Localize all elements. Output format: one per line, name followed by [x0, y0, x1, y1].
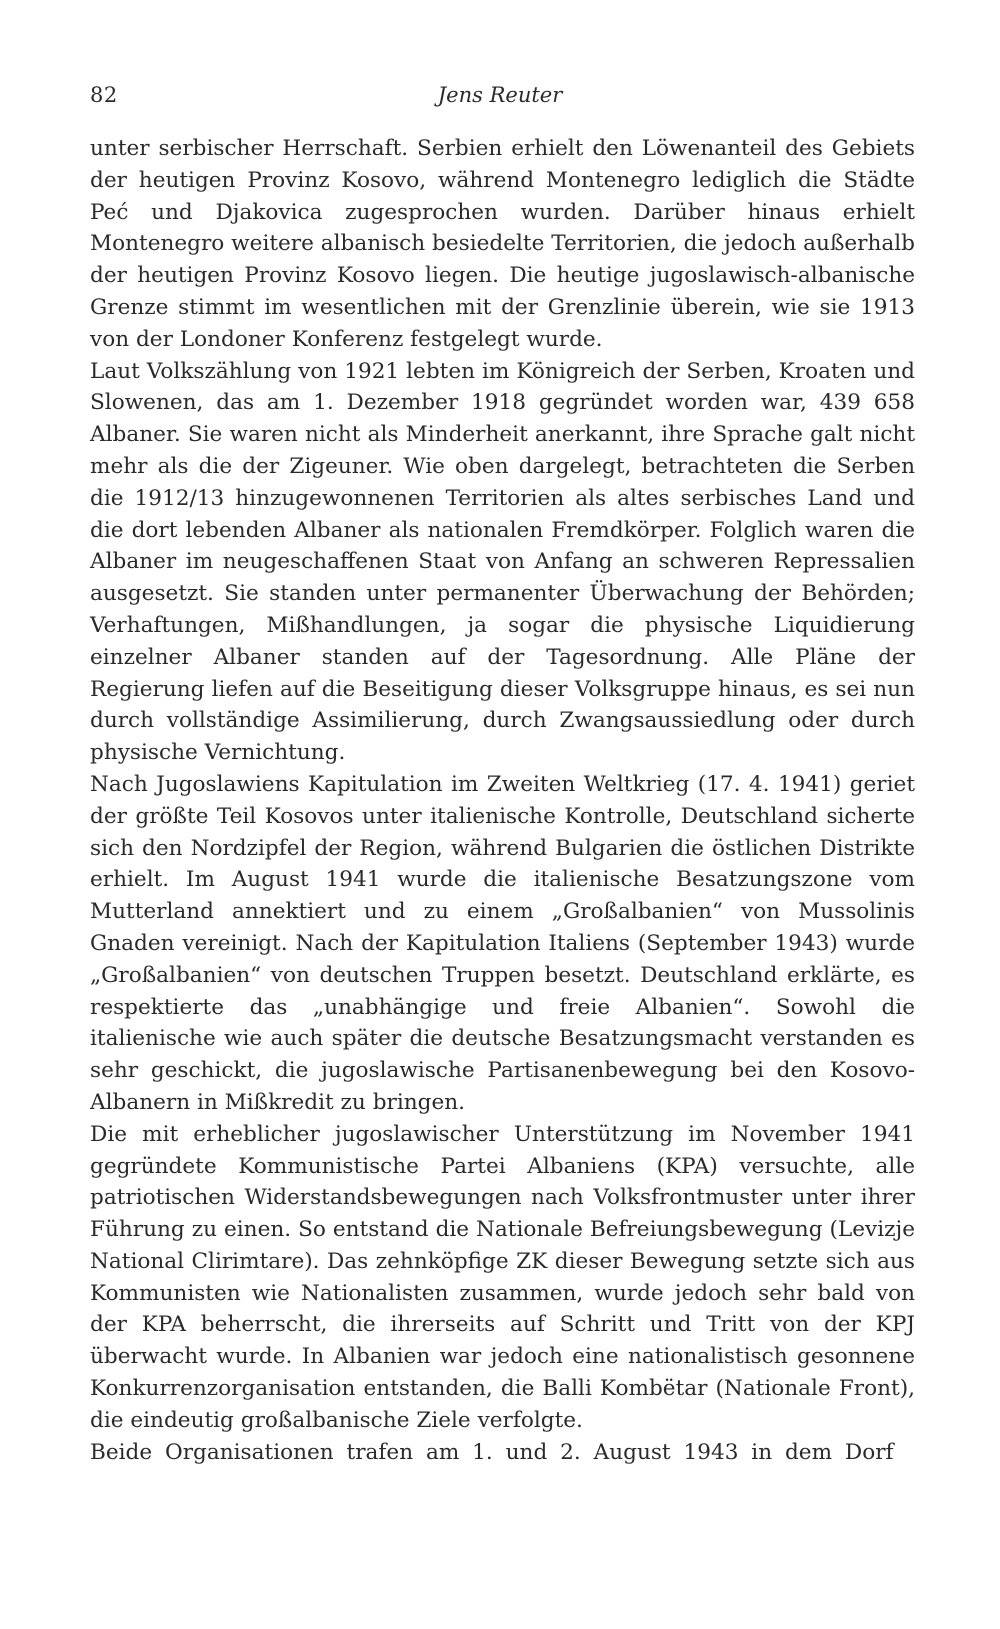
paragraph: unter serbischer Herrschaft. Serbien erhielt den Löwenanteil des Gebiets der heutigen Provinz Kosovo, während Montenegro lediglich die Städte Peć und Djakovica zugesprochen wurden. Darüber hinaus erhielt Montenegro weitere albanisch besiedelte Territorien, die jedoch außerhalb der heutigen Provinz Kosovo liegen. Die heutige jugoslawisch-albanische Grenze stimmt im wesentlichen mit der Grenzlinie überein, wie sie 1913 von der Londoner Konferenz festgelegt wurde. [90, 136, 915, 352]
paragraph: Nach Jugoslawiens Kapitulation im Zweiten Weltkrieg (17. 4. 1941) geriet der größte Teil Kosovos unter italienische Kontrolle, Deutschland sicherte sich den Nordzipfel der Region, während Bulgarien die östlichen Distrikte erhielt. Im August 1941 wurde die italienische Besatzungszone vom Mutterland annektiert und zu einem „Großalbanien“ von Mussolinis Gnaden vereinigt. Nach der Kapitulation Italiens (September 1943) wurde „Großalbanien“ von deutschen Truppen besetzt. Deutschland erklärte, es respektierte das „unabhängige und freie Albanien“. Sowohl die italienische wie auch später die deutsche Besatzungsmacht verstanden es sehr geschickt, die jugoslawische Partisanenbewegung bei den Kosovo-Albanern in Mißkredit zu bringen. [90, 771, 915, 1115]
running-head: Jens Reuter [437, 83, 563, 107]
paragraph: Laut Volkszählung von 1921 lebten im Königreich der Serben, Kroaten und Slowenen, das am 1. Dezember 1918 gegründet worden war, 439 658 Albaner. Sie waren nicht als Minderheit anerkannt, ihre Sprache galt nicht mehr als die der Zigeuner. Wie oben dargelegt, betrachteten die Serben die 1912/13 hinzugewonnenen Territorien als altes serbisches Land und die dort lebenden Albaner als nationalen Fremdkörper. Folglich waren die Albaner im neugeschaffenen Staat von Anfang an schweren Repressalien ausgesetzt. Sie standen unter permanenter Überwachung der Behörden; Verhaftungen, Mißhandlungen, ja sogar die physische Liquidierung einzelner Albaner standen auf der Tagesordnung. Alle Pläne der Regierung liefen auf die Beseitigung dieser Volksgruppe hinaus, es sei nun durch vollständige Assimilierung, durch Zwangsaussiedlung oder durch physische Vernichtung. [90, 358, 915, 766]
body-text [90, 133, 915, 1468]
page-header [90, 83, 910, 113]
paragraph: Die mit erheblicher jugoslawischer Unterstützung im November 1941 gegründete Kommunistische Partei Albaniens (KPA) versuchte, alle patriotischen Widerstandsbewegungen nach Volksfrontmuster unter ihrer Führung zu einen. So entstand die Nationale Befreiungsbewegung (Levizje National Clirimtare). Das zehnköpfige ZK dieser Bewegung setzte sich aus Kommunisten wie Nationalisten zusammen, wurde jedoch sehr bald von der KPA beherrscht, die ihrerseits auf Schritt und Tritt von der KPJ überwacht wurde. In Albanien war jedoch eine nationalistisch gesonnene Konkurrenzorganisation entstanden, die Balli Kombëtar (Nationale Front), die eindeutig großalbanische Ziele verfolgte. [90, 1121, 915, 1433]
page-number: 82 [90, 83, 118, 107]
paragraph: Beide Organisationen trafen am 1. und 2. August 1943 in dem Dorf [90, 1439, 894, 1465]
